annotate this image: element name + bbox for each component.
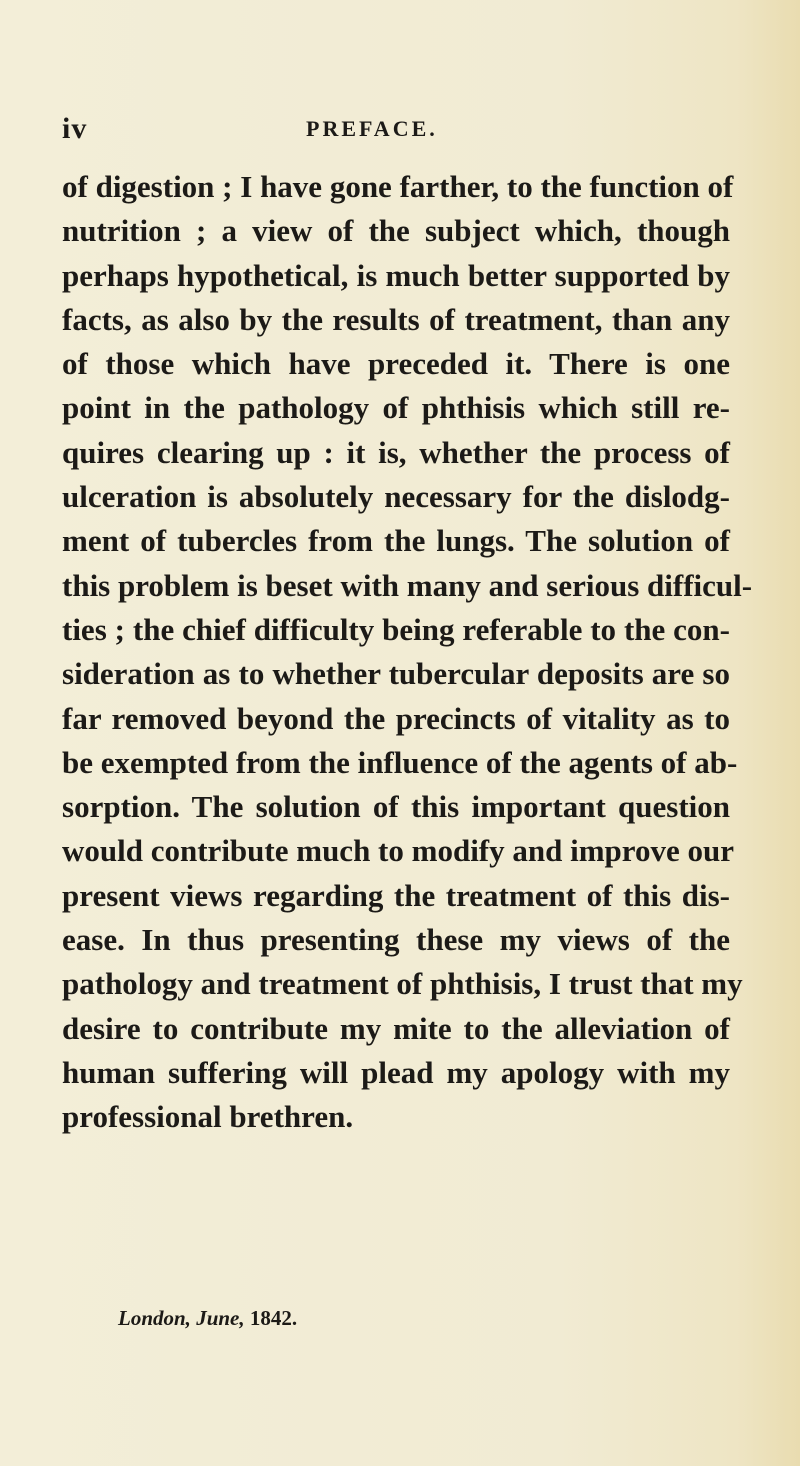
text-line: present views regarding the treatment of this dis- [62, 877, 730, 913]
text-line: of digestion ; I have gone farther, to the function of [62, 169, 734, 204]
text-line: would contribute much to modify and improve our [62, 833, 734, 869]
signoff-place: London, [118, 1306, 191, 1330]
text-line: sorption. The solution of this important question [62, 789, 730, 825]
text-line: ease. In thus presenting these my views of the [62, 922, 730, 958]
running-head: PREFACE. [306, 116, 438, 141]
signoff-year: 1842. [249, 1306, 298, 1330]
preface-paragraph [62, 165, 753, 1140]
text-line: ulceration is absolutely necessary for the dislodg- [62, 479, 730, 515]
text-line: this problem is beset with many and serious difficul- [62, 567, 753, 603]
text-line: facts, as also by the results of treatment, than any [62, 301, 730, 337]
text-line: sideration as to whether tubercular deposits are so [62, 656, 730, 692]
text-line: pathology and treatment of phthisis, I trust that my [62, 966, 743, 1002]
text-line: point in the pathology of phthisis which still re- [62, 390, 730, 426]
text-line: far removed beyond the precincts of vitality as to [62, 700, 730, 736]
text-line: quires clearing up : it is, whether the process of [62, 434, 730, 470]
text-line: ties ; the chief difficulty being referable to the con- [62, 611, 730, 647]
text-line: of those which have preceded it. There is one [62, 346, 730, 382]
signoff-month: June, [196, 1306, 245, 1330]
text-line: be exempted from the influence of the agents of ab- [62, 744, 738, 780]
text-line: nutrition ; a view of the subject which, though [62, 213, 730, 249]
text-line: perhaps hypothetical, is much better supported by [62, 257, 730, 293]
signoff-dateline [118, 1306, 297, 1331]
page-header [62, 112, 742, 145]
text-line: human suffering will plead my apology with my [62, 1054, 730, 1090]
text-line: desire to contribute my mite to the alleviation of [62, 1010, 730, 1046]
text-line: professional brethren. [62, 1099, 354, 1135]
page-number: iv [62, 112, 88, 145]
text-line: ment of tubercles from the lungs. The solution of [62, 523, 730, 559]
